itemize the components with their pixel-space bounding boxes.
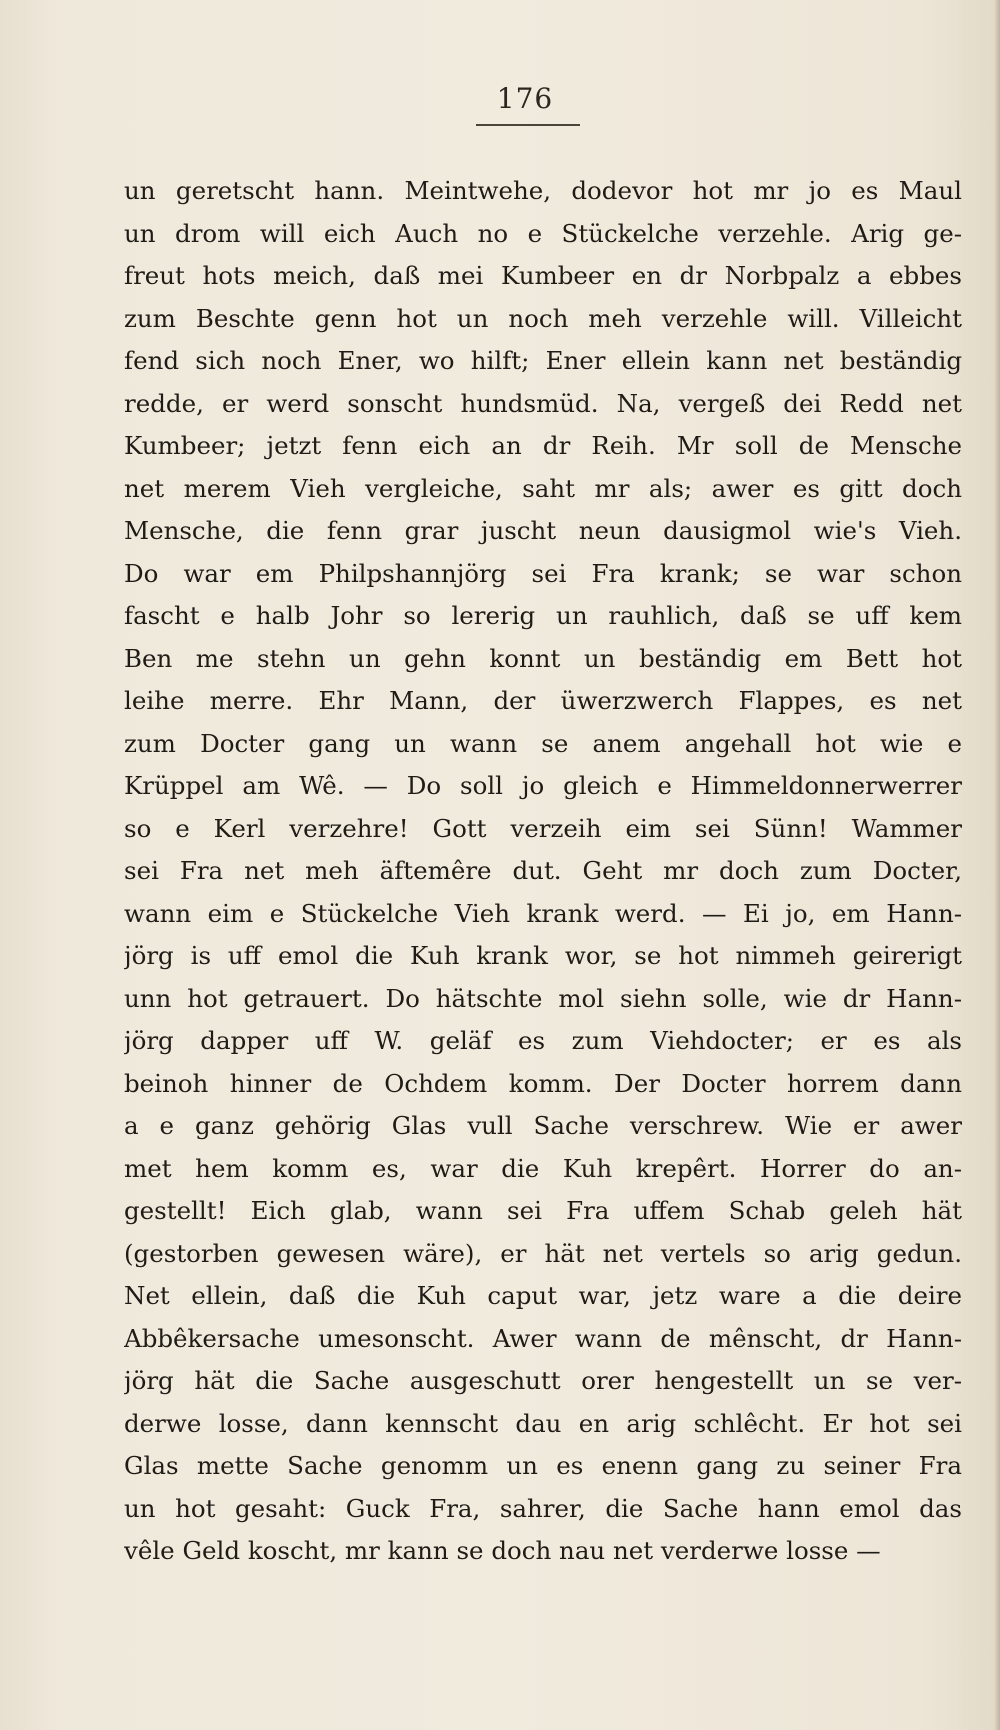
text-line: un drom will eich Auch no e Stückelche verzehle. Arig ge-: [124, 218, 962, 248]
text-line: un geretscht hann. Meintwehe, dodevor hot mr jo es Maul: [124, 176, 962, 205]
text-line: jörg hät die Sache ausgeschutt orer hengestellt un se ver-: [124, 1366, 962, 1395]
text-line: redde, er werd sonscht hundsmüd. Na, vergeß dei Redd net: [124, 388, 962, 418]
text-line: met hem komm es, war die Kuh krepêrt. Horrer do an-: [124, 1153, 962, 1183]
text-line: Krüppel am Wê. — Do soll jo gleich e Himmeldonnerwerrer: [124, 771, 962, 800]
text-line: Mensche, die fenn grar juscht neun dausigmol wie's Vieh.: [124, 516, 962, 545]
text-line: zum Docter gang un wann se anem angehall hot wie e: [124, 728, 962, 758]
text-line: Kumbeer; jetzt fenn eich an dr Reih. Mr soll de Mensche: [124, 431, 962, 460]
text-line: so e Kerl verzehre! Gott verzeih eim sei Sünn! Wammer: [124, 813, 962, 843]
text-line: jörg dapper uff W. geläf es zum Viehdocter; er es als: [124, 1026, 962, 1055]
text-line: a e ganz gehörig Glas vull Sache verschrew. Wie er awer: [124, 1111, 962, 1140]
text-line: zum Beschte genn hot un noch meh verzehle will. Villeicht: [124, 303, 962, 333]
text-line: leihe merre. Ehr Mann, der üwerzwerch Flappes, es net: [124, 686, 962, 715]
text-line: unn hot getrauert. Do hätschte mol siehn solle, wie dr Hann-: [124, 983, 962, 1013]
text-line: fascht e halb Johr so lererig un rauhlich, daß se uff kem: [124, 601, 962, 630]
page-number: 176: [496, 82, 554, 115]
body-text: [124, 170, 962, 1573]
text-line: wann eim e Stückelche Vieh krank werd. — Ei jo, em Hann-: [124, 898, 962, 928]
text-line: sei Fra net meh äftemêre dut. Geht mr doch zum Docter,: [124, 856, 962, 885]
text-line: gestellt! Eich glab, wann sei Fra uffem Schab geleh hät: [124, 1196, 962, 1225]
text-line: net merem Vieh vergleiche, saht mr als; awer es gitt doch: [124, 473, 962, 503]
text-line: un hot gesaht: Guck Fra, sahrer, die Sache hann emol das: [124, 1493, 962, 1523]
text-line: Abbêkersache umesonscht. Awer wann de mênscht, dr Hann-: [124, 1323, 962, 1353]
text-line: freut hots meich, daß mei Kumbeer en dr Norbpalz a ebbes: [124, 261, 962, 290]
text-line: Net ellein, daß die Kuh caput war, jetz ware a die deire: [124, 1281, 962, 1310]
text-line: vêle Geld koscht, mr kann se doch nau net verderwe losse —: [124, 1536, 881, 1565]
text-line: jörg is uff emol die Kuh krank wor, se hot nimmeh geirerigt: [124, 941, 962, 970]
text-line: (gestorben gewesen wäre), er hät net vertels so arig gedun.: [124, 1238, 962, 1268]
text-line: beinoh hinner de Ochdem komm. Der Docter horrem dann: [124, 1068, 962, 1098]
text-line: Do war em Philpshannjörg sei Fra krank; se war schon: [124, 558, 962, 588]
text-line: Glas mette Sache genomm un es enenn gang zu seiner Fra: [124, 1451, 962, 1480]
header-rule: [476, 124, 580, 126]
page-edge-shadow: [994, 0, 1000, 1730]
text-line: fend sich noch Ener, wo hilft; Ener ellein kann net beständig: [124, 346, 962, 375]
text-line: Ben me stehn un gehn konnt un beständig em Bett hot: [124, 643, 962, 673]
text-line: derwe losse, dann kennscht dau en arig schlêcht. Er hot sei: [124, 1408, 962, 1438]
